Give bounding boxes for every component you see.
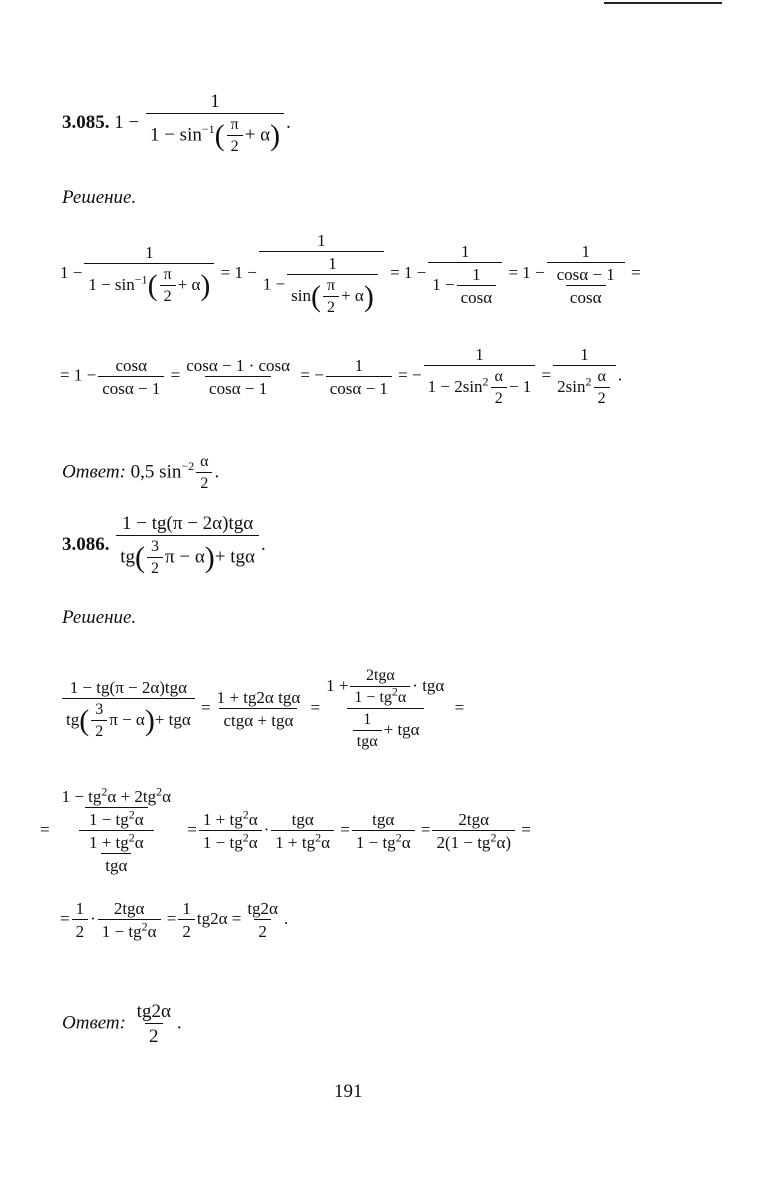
problem-3086-answer: Ответ: $\frac{tg2\alpha}{2}$ . — [62, 1001, 182, 1047]
problem-3085-answer: Ответ: 0,5 $\sin^{-2}$ $\frac{\alpha}{2}$ . — [62, 453, 220, 492]
solution-label: Решение. — [62, 607, 137, 628]
problem-3086-solution-line-2: = $\frac{\frac{1 - tg^2\alpha + 2tg^2\alpha}{1 - tg^2\alpha}}{\frac{1 + tg^2\alpha}{\text{tgα}}}$ = $\frac{1 + tg^2\alpha}{1 - tg^2\alpha}$ · $\frac{\text{tgα}}{1 + tg^2\alpha}$ = $\frac{\text{tgα}}{1 - tg^2\alpha}$ = $\frac{\text{2tgα}}{2(1 - tg^2\alpha)}$ = — [40, 784, 531, 875]
problem-3085-solution-line-1: 1 − 1 $1 - \sin^{-1}$( $\frac{\pi}{2}$ + α) = 1 − 1 1 − 1 sin( $\frac{\pi}{2}$ + α) = 1 − 1 1 − $\frac{1}{\cos\alpha}$ = 1 − $\frac{1}{\frac{\cos\alpha - 1}{\cos\alpha}}$ = — [60, 231, 641, 316]
problem-3085-statement — [62, 92, 291, 155]
problem-3085-solution-line-2: = 1 − $\frac{\cos\alpha}{\cos\alpha - 1}$ = $\frac{\cos\alpha - 1 \cdot \cos\alpha}{\cos\alpha - 1}$ = − $\frac{1}{\cos\alpha - 1}$ = − 1 $1 - 2\sin^2$ $\frac{\alpha}{2}$ − 1 = 1 $2\sin^2$ $\frac{\alpha}{2}$ . — [60, 345, 623, 407]
problem-3086-solution-line-1: 1 − tg(π − 2α)tgα tg( $\frac{3}{2}$ π − α)+ tgα = $\frac{\text{1 + tg2α tgα}}{\text{ctgα + tgα}}$ = 1 + $\frac{\text{2tgα}}{1 - tg^2\alpha}$ · tgα $\frac{1}{\text{tgα}}$ + tgα = — [60, 668, 464, 750]
problem-number: 3.085. — [62, 111, 110, 133]
problem-number: 3.086. — [62, 533, 110, 555]
answer-label: Ответ: — [62, 461, 126, 483]
formula: 1 − 1 $1 - \sin^{-1}$( $\frac{\pi}{2}$ + α) . — [114, 91, 291, 155]
page-number: 191 — [334, 1081, 363, 1102]
problem-3086-statement: 3.086. 1 − tg(π − 2α)tgα tg( $\frac{3}{2}$ π − α)+ tgα . — [62, 513, 266, 577]
solution-label: Решение. — [62, 187, 137, 208]
header-rule — [604, 2, 722, 4]
answer-label: Ответ: — [62, 1012, 126, 1034]
problem-3086-solution-line-3: = $\frac{1}{2}$ · $\frac{\text{2tgα}}{1 - tg^2\alpha}$ = $\frac{1}{2}$ tg2α = $\frac{tg2\alpha}{2}$ . — [60, 899, 289, 941]
